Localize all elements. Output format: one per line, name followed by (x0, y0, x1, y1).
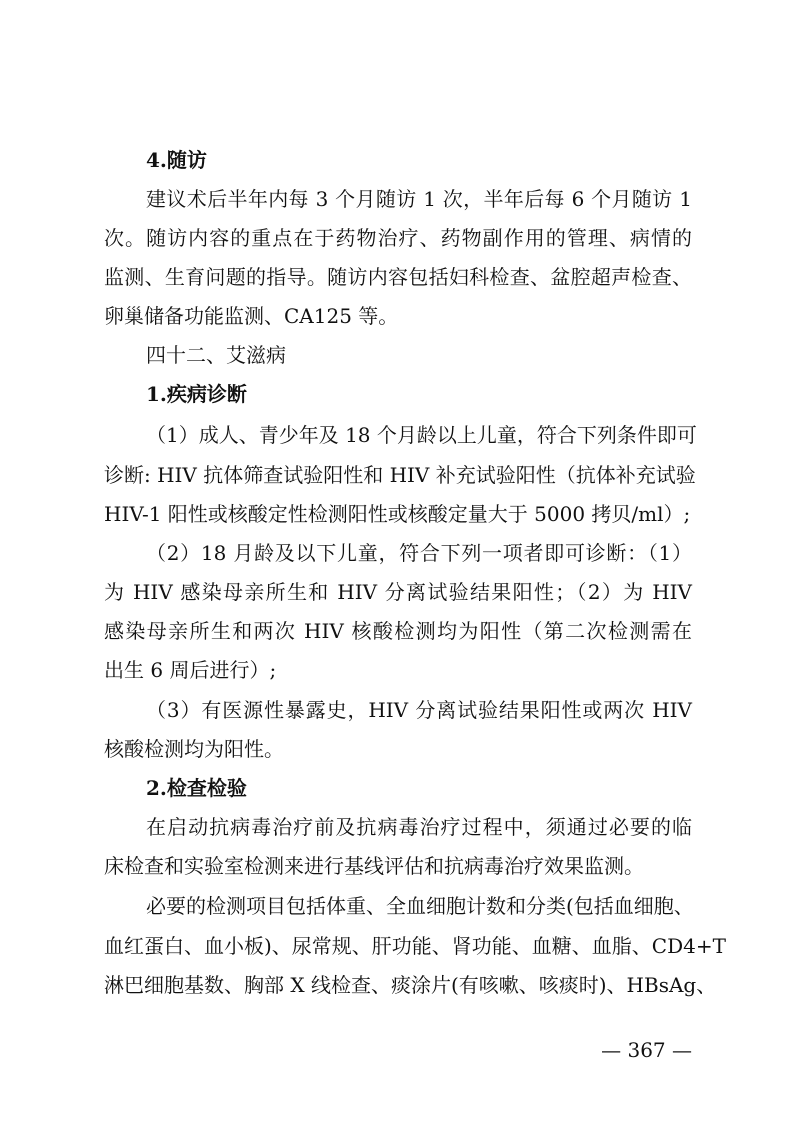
text-line: 床检查和实验室检测来进行基线评估和抗病毒治疗效果监测。 (104, 854, 644, 878)
section-heading: 2.检查检验 (146, 776, 247, 800)
text-line: 监测、生育问题的指导。随访内容包括妇科检查、盆腔超声检查、 (104, 265, 692, 289)
page-number: — 367 — (601, 1038, 692, 1062)
text-line: 次。随访内容的重点在于药物治疗、药物副作用的管理、病情的 (104, 226, 692, 250)
text-line: 卵巢储备功能监测、CA125 等。 (104, 304, 399, 328)
text-line: 血红蛋白、血小板)、尿常规、肝功能、肾功能、血糖、血脂、CD4+T (104, 934, 726, 958)
text-line: 淋巴细胞基数、胸部 X 线检查、痰涂片(有咳嗽、咳痰时)、HBsAg、 (104, 973, 717, 997)
section-heading: 1.疾病诊断 (146, 382, 247, 406)
section-heading: 4.随访 (146, 148, 207, 172)
text-line: HIV-1 阳性或核酸定性检测阳性或核酸定量大于 5000 拷贝/ml）; (104, 502, 691, 526)
text-line: 出生 6 周后进行）; (104, 658, 277, 682)
text-line: 感染母亲所生和两次 HIV 核酸检测均为阳性（第二次检测需在 (104, 619, 692, 643)
text-line: 必要的检测项目包括体重、全血细胞计数和分类(包括血细胞、 (146, 894, 694, 918)
text-line: 诊断: HIV 抗体筛查试验阳性和 HIV 补充试验阳性（抗体补充试验 (104, 463, 696, 487)
text-line: 在启动抗病毒治疗前及抗病毒治疗过程中，须通过必要的临 (146, 815, 692, 839)
text-line: 为 HIV 感染母亲所生和 HIV 分离试验结果阳性；（2）为 HIV (104, 580, 692, 604)
text-line: 四十二、艾滋病 (146, 343, 286, 367)
text-line: （3）有医源性暴露史，HIV 分离试验结果阳性或两次 HIV (146, 698, 692, 722)
text-line: 建议术后半年内每 3 个月随访 1 次，半年后每 6 个月随访 1 (146, 187, 692, 211)
text-line: 核酸检测均为阳性。 (104, 737, 284, 761)
text-line: （2）18 月龄及以下儿童，符合下列一项者即可诊断：（1） (146, 541, 692, 565)
text-line: （1）成人、青少年及 18 个月龄以上儿童，符合下列条件即可 (146, 423, 697, 447)
